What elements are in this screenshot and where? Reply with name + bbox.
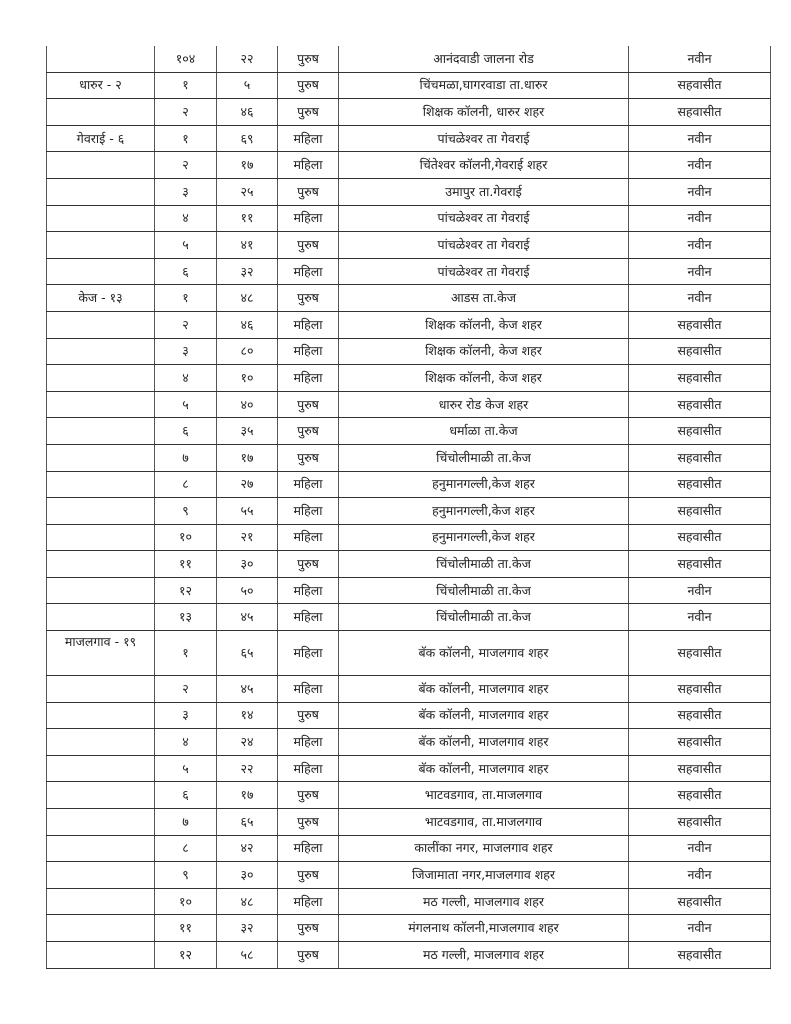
address-cell: पांचळेश्वर ता गेवराई: [339, 232, 629, 259]
address-cell: धर्माळा ता.केज: [339, 418, 629, 445]
table-row: [47, 676, 771, 703]
serial-number-cell: ९: [155, 862, 217, 889]
status-cell: सहवासीत: [629, 631, 771, 676]
table-row: [47, 258, 771, 285]
serial-number-cell: १: [155, 125, 217, 152]
age-cell: ३०: [217, 862, 278, 889]
group-cell: [47, 338, 155, 365]
serial-number-cell: ९: [155, 498, 217, 525]
address-cell: आनंदवाडी जालना रोड: [339, 46, 629, 72]
gender-cell: पुरुष: [278, 72, 339, 99]
table-row: [47, 604, 771, 631]
table-row: [47, 498, 771, 525]
group-cell: [47, 888, 155, 915]
gender-cell: पुरुष: [278, 809, 339, 836]
status-cell: सहवासीत: [629, 338, 771, 365]
status-cell: नवीन: [629, 915, 771, 942]
serial-number-cell: २: [155, 152, 217, 179]
serial-number-cell: ७: [155, 809, 217, 836]
gender-cell: महिला: [278, 365, 339, 392]
serial-number-cell: २: [155, 311, 217, 338]
gender-cell: पुरुष: [278, 862, 339, 889]
status-cell: नवीन: [629, 232, 771, 259]
address-cell: मंगलनाथ कॉलनी,माजलगाव शहर: [339, 915, 629, 942]
age-cell: ६९: [217, 125, 278, 152]
group-cell: केज - १३: [47, 285, 155, 312]
status-cell: नवीन: [629, 835, 771, 862]
serial-number-cell: ३: [155, 702, 217, 729]
status-cell: सहवासीत: [629, 942, 771, 969]
gender-cell: महिला: [278, 729, 339, 756]
address-cell: शिक्षक कॉलनी, धारुर शहर: [339, 99, 629, 126]
table-row: [47, 577, 771, 604]
age-cell: ४५: [217, 604, 278, 631]
status-cell: सहवासीत: [629, 99, 771, 126]
serial-number-cell: ६: [155, 258, 217, 285]
address-cell: हनुमानगल्ली,केज शहर: [339, 524, 629, 551]
age-cell: ६५: [217, 809, 278, 836]
group-cell: [47, 99, 155, 126]
gender-cell: पुरुष: [278, 285, 339, 312]
group-cell: [47, 577, 155, 604]
address-cell: आडस ता.केज: [339, 285, 629, 312]
serial-number-cell: १०: [155, 524, 217, 551]
gender-cell: पुरुष: [278, 178, 339, 205]
gender-cell: पुरुष: [278, 46, 339, 72]
age-cell: ५: [217, 72, 278, 99]
table-row: [47, 702, 771, 729]
serial-number-cell: १: [155, 72, 217, 99]
gender-cell: पुरुष: [278, 915, 339, 942]
group-cell: [47, 755, 155, 782]
group-cell: [47, 311, 155, 338]
age-cell: ४२: [217, 835, 278, 862]
status-cell: सहवासीत: [629, 755, 771, 782]
group-cell: [47, 915, 155, 942]
serial-number-cell: ६: [155, 782, 217, 809]
status-cell: सहवासीत: [629, 72, 771, 99]
status-cell: नवीन: [629, 285, 771, 312]
address-cell: पांचळेश्वर ता गेवराई: [339, 205, 629, 232]
age-cell: ४६: [217, 311, 278, 338]
status-cell: सहवासीत: [629, 782, 771, 809]
group-cell: [47, 942, 155, 969]
status-cell: सहवासीत: [629, 365, 771, 392]
status-cell: नवीन: [629, 577, 771, 604]
group-cell: [47, 46, 155, 72]
group-cell: [47, 232, 155, 259]
address-cell: बॅक कॉलनी, माजलगाव शहर: [339, 702, 629, 729]
age-cell: १७: [217, 782, 278, 809]
table-body: [47, 46, 771, 968]
serial-number-cell: २: [155, 676, 217, 703]
serial-number-cell: १०४: [155, 46, 217, 72]
status-cell: नवीन: [629, 46, 771, 72]
table-row: [47, 835, 771, 862]
table-row: [47, 391, 771, 418]
gender-cell: पुरुष: [278, 232, 339, 259]
gender-cell: पुरुष: [278, 702, 339, 729]
gender-cell: महिला: [278, 604, 339, 631]
group-cell: [47, 809, 155, 836]
age-cell: ६५: [217, 631, 278, 676]
age-cell: २१: [217, 524, 278, 551]
address-cell: धारुर रोड केज शहर: [339, 391, 629, 418]
age-cell: ३०: [217, 551, 278, 578]
serial-number-cell: ४: [155, 365, 217, 392]
gender-cell: महिला: [278, 755, 339, 782]
address-cell: भाटवडगाव, ता.माजलगाव: [339, 809, 629, 836]
gender-cell: महिला: [278, 676, 339, 703]
table-row: [47, 311, 771, 338]
age-cell: ४८: [217, 285, 278, 312]
age-cell: १४: [217, 702, 278, 729]
group-cell: धारुर - २: [47, 72, 155, 99]
status-cell: सहवासीत: [629, 551, 771, 578]
status-cell: नवीन: [629, 152, 771, 179]
age-cell: ५५: [217, 498, 278, 525]
address-cell: कालींका नगर, माजलगाव शहर: [339, 835, 629, 862]
gender-cell: पुरुष: [278, 551, 339, 578]
age-cell: १७: [217, 152, 278, 179]
gender-cell: महिला: [278, 205, 339, 232]
status-cell: सहवासीत: [629, 311, 771, 338]
age-cell: ४६: [217, 99, 278, 126]
gender-cell: महिला: [278, 835, 339, 862]
group-cell: [47, 471, 155, 498]
address-cell: भाटवडगाव, ता.माजलगाव: [339, 782, 629, 809]
address-cell: मठ गल्ली, माजलगाव शहर: [339, 888, 629, 915]
age-cell: २७: [217, 471, 278, 498]
serial-number-cell: ५: [155, 391, 217, 418]
address-cell: हनुमानगल्ली,केज शहर: [339, 498, 629, 525]
table-row: [47, 125, 771, 152]
table-row: [47, 72, 771, 99]
patient-table: [46, 46, 771, 969]
gender-cell: पुरुष: [278, 444, 339, 471]
gender-cell: महिला: [278, 631, 339, 676]
address-cell: चिंचोलीमाळी ता.केज: [339, 604, 629, 631]
status-cell: सहवासीत: [629, 391, 771, 418]
group-cell: [47, 498, 155, 525]
serial-number-cell: १२: [155, 942, 217, 969]
status-cell: सहवासीत: [629, 524, 771, 551]
status-cell: सहवासीत: [629, 809, 771, 836]
group-cell: [47, 178, 155, 205]
gender-cell: पुरुष: [278, 391, 339, 418]
address-cell: बॅक कॉलनी, माजलगाव शहर: [339, 729, 629, 756]
address-cell: पांचळेश्वर ता गेवराई: [339, 258, 629, 285]
group-cell: [47, 205, 155, 232]
address-cell: चिंचोलीमाळी ता.केज: [339, 551, 629, 578]
table-row: [47, 755, 771, 782]
status-cell: सहवासीत: [629, 702, 771, 729]
table-row: [47, 782, 771, 809]
address-cell: पांचळेश्वर ता गेवराई: [339, 125, 629, 152]
group-cell: [47, 418, 155, 445]
group-cell: [47, 365, 155, 392]
gender-cell: पुरुष: [278, 418, 339, 445]
age-cell: २४: [217, 729, 278, 756]
age-cell: ३२: [217, 258, 278, 285]
gender-cell: महिला: [278, 152, 339, 179]
group-cell: [47, 862, 155, 889]
age-cell: २२: [217, 46, 278, 72]
age-cell: ३५: [217, 418, 278, 445]
table-row: [47, 729, 771, 756]
group-cell: [47, 676, 155, 703]
address-cell: चिंचमळा,घागरवाडा ता.धारुर: [339, 72, 629, 99]
status-cell: नवीन: [629, 258, 771, 285]
status-cell: सहवासीत: [629, 444, 771, 471]
group-cell: [47, 391, 155, 418]
table-row: [47, 99, 771, 126]
table-row: [47, 365, 771, 392]
gender-cell: महिला: [278, 577, 339, 604]
table-row: [47, 631, 771, 676]
group-cell: [47, 524, 155, 551]
serial-number-cell: ८: [155, 835, 217, 862]
serial-number-cell: १: [155, 631, 217, 676]
address-cell: चिंतेश्वर कॉलनी,गेवराई शहर: [339, 152, 629, 179]
serial-number-cell: ५: [155, 232, 217, 259]
gender-cell: पुरुष: [278, 99, 339, 126]
age-cell: २२: [217, 755, 278, 782]
serial-number-cell: ५: [155, 755, 217, 782]
group-cell: [47, 729, 155, 756]
serial-number-cell: १३: [155, 604, 217, 631]
gender-cell: महिला: [278, 471, 339, 498]
group-cell: [47, 604, 155, 631]
table-row: [47, 285, 771, 312]
status-cell: सहवासीत: [629, 676, 771, 703]
age-cell: १७: [217, 444, 278, 471]
address-cell: बॅक कॉलनी, माजलगाव शहर: [339, 676, 629, 703]
address-cell: शिक्षक कॉलनी, केज शहर: [339, 365, 629, 392]
gender-cell: महिला: [278, 498, 339, 525]
address-cell: उमापुर ता.गेवराई: [339, 178, 629, 205]
address-cell: मठ गल्ली, माजलगाव शहर: [339, 942, 629, 969]
group-cell: माजलगाव - १९: [47, 631, 155, 676]
status-cell: नवीन: [629, 125, 771, 152]
group-cell: [47, 835, 155, 862]
age-cell: ४८: [217, 888, 278, 915]
address-cell: चिंचोलीमाळी ता.केज: [339, 444, 629, 471]
serial-number-cell: १२: [155, 577, 217, 604]
group-cell: [47, 444, 155, 471]
age-cell: ३२: [217, 915, 278, 942]
address-cell: जिजामाता नगर,माजलगाव शहर: [339, 862, 629, 889]
status-cell: नवीन: [629, 178, 771, 205]
age-cell: ११: [217, 205, 278, 232]
group-cell: [47, 782, 155, 809]
age-cell: २५: [217, 178, 278, 205]
group-cell: [47, 702, 155, 729]
age-cell: ४०: [217, 391, 278, 418]
serial-number-cell: ३: [155, 178, 217, 205]
gender-cell: पुरुष: [278, 942, 339, 969]
group-cell: गेवराई - ६: [47, 125, 155, 152]
age-cell: ४५: [217, 676, 278, 703]
gender-cell: महिला: [278, 311, 339, 338]
age-cell: ५०: [217, 577, 278, 604]
age-cell: १०: [217, 365, 278, 392]
address-cell: बॅक कॉलनी, माजलगाव शहर: [339, 631, 629, 676]
table-row: [47, 418, 771, 445]
address-cell: बॅक कॉलनी, माजलगाव शहर: [339, 755, 629, 782]
address-cell: शिक्षक कॉलनी, केज शहर: [339, 338, 629, 365]
gender-cell: महिला: [278, 125, 339, 152]
table-row: [47, 232, 771, 259]
group-cell: [47, 258, 155, 285]
table-row: [47, 551, 771, 578]
serial-number-cell: ७: [155, 444, 217, 471]
status-cell: नवीन: [629, 604, 771, 631]
serial-number-cell: ३: [155, 338, 217, 365]
serial-number-cell: ११: [155, 551, 217, 578]
table-row: [47, 942, 771, 969]
status-cell: सहवासीत: [629, 471, 771, 498]
age-cell: ४१: [217, 232, 278, 259]
status-cell: सहवासीत: [629, 729, 771, 756]
serial-number-cell: ६: [155, 418, 217, 445]
age-cell: ८०: [217, 338, 278, 365]
serial-number-cell: ४: [155, 205, 217, 232]
serial-number-cell: ८: [155, 471, 217, 498]
age-cell: ५८: [217, 942, 278, 969]
group-cell: [47, 152, 155, 179]
table-row: [47, 178, 771, 205]
address-cell: चिंचोलीमाळी ता.केज: [339, 577, 629, 604]
gender-cell: महिला: [278, 888, 339, 915]
serial-number-cell: २: [155, 99, 217, 126]
table-row: [47, 915, 771, 942]
table-row: [47, 152, 771, 179]
table-row: [47, 809, 771, 836]
status-cell: सहवासीत: [629, 498, 771, 525]
gender-cell: पुरुष: [278, 782, 339, 809]
status-cell: नवीन: [629, 862, 771, 889]
group-cell: [47, 551, 155, 578]
table-row: [47, 862, 771, 889]
table-row: [47, 205, 771, 232]
status-cell: सहवासीत: [629, 888, 771, 915]
serial-number-cell: ११: [155, 915, 217, 942]
status-cell: नवीन: [629, 205, 771, 232]
address-cell: शिक्षक कॉलनी, केज शहर: [339, 311, 629, 338]
table-row: [47, 338, 771, 365]
gender-cell: महिला: [278, 258, 339, 285]
table-row: [47, 46, 771, 72]
serial-number-cell: १: [155, 285, 217, 312]
serial-number-cell: ४: [155, 729, 217, 756]
table-row: [47, 888, 771, 915]
table-row: [47, 524, 771, 551]
table-row: [47, 444, 771, 471]
serial-number-cell: १०: [155, 888, 217, 915]
address-cell: हनुमानगल्ली,केज शहर: [339, 471, 629, 498]
gender-cell: महिला: [278, 524, 339, 551]
table-row: [47, 471, 771, 498]
status-cell: सहवासीत: [629, 418, 771, 445]
gender-cell: महिला: [278, 338, 339, 365]
